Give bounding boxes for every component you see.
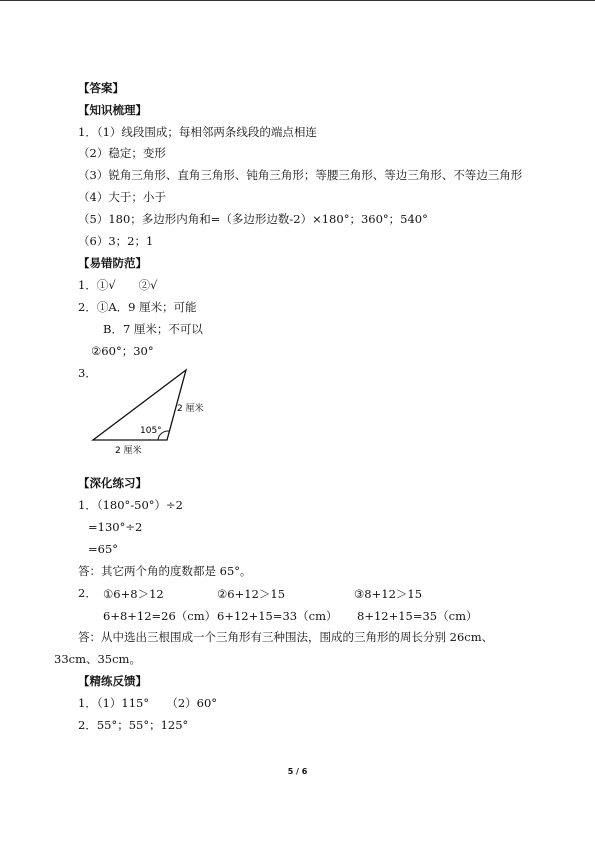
deepening-line-2: =130°÷2 — [88, 520, 143, 534]
feedback-line-1: 1．（1）115° （2）60° — [78, 696, 218, 710]
deepening-line-3: =65° — [88, 542, 119, 556]
deepening-line-5-label: 2． — [78, 586, 97, 600]
mistakes-line-1: 1．①√ ②√ — [78, 278, 158, 292]
mistakes-line-5: 3． — [78, 366, 97, 380]
section-feedback: 【精练反馈】 — [78, 674, 147, 688]
knowledge-line-4: （4）大于；小于 — [78, 190, 166, 204]
deepening-line-7: 答：从中选出三根围成一个三角形有三种围法，围成的三角形的周长分别 26cm、 — [78, 630, 494, 644]
section-deepening: 【深化练习】 — [78, 476, 147, 490]
mistakes-line-4: ②60°；30° — [91, 344, 154, 358]
page-number: 5 / 6 — [287, 767, 308, 776]
deepening-line-1: 1．（180°-50°）÷2 — [78, 498, 183, 512]
feedback-line-2: 2．55°；55°；125° — [78, 718, 189, 732]
deepening-line-5-a: ①6+8＞12 — [103, 587, 164, 601]
deepening-line-5-c: ③8+12＞15 — [354, 587, 423, 601]
deepening-line-5-b: ②6+12＞15 — [217, 587, 286, 601]
mistakes-line-2: 2．①A．9 厘米；可能 — [78, 300, 197, 314]
knowledge-line-3: （3）锐角三角形、直角三角形、钝角三角形；等腰三角形、等边三角形、不等边三角形 — [78, 168, 523, 182]
deepening-line-6-a: 6+8+12=26（cm） — [103, 609, 217, 623]
side-right-label: 2 厘米 — [177, 404, 204, 414]
angle-label: 105° — [140, 426, 162, 436]
triangle-figure — [85, 364, 215, 454]
deepening-line-6-c: 8+12+15=35（cm） — [357, 609, 478, 623]
side-bottom-label: 2 厘米 — [115, 446, 142, 454]
header-rule — [0, 0, 595, 1]
knowledge-line-5: （5）180；多边形内角和=（多边形边数-2）×180°；360°；540° — [78, 212, 428, 226]
deepening-line-8: 33cm、35cm。 — [54, 652, 141, 666]
knowledge-line-6: （6）3；2；1 — [78, 234, 154, 248]
deepening-line-6-b: 6+12+15=33（cm） — [217, 609, 338, 623]
mistakes-line-3: B．7 厘米；不可以 — [103, 322, 203, 336]
section-knowledge: 【知识梳理】 — [78, 103, 147, 117]
deepening-line-4: 答：其它两个角的度数都是 65°。 — [78, 564, 252, 578]
knowledge-line-2: （2）稳定；变形 — [78, 146, 166, 160]
section-mistakes: 【易错防范】 — [78, 256, 147, 270]
section-answer: 【答案】 — [78, 81, 124, 95]
knowledge-line-1: 1．（1）线段围成；每相邻两条线段的端点相连 — [78, 125, 317, 139]
